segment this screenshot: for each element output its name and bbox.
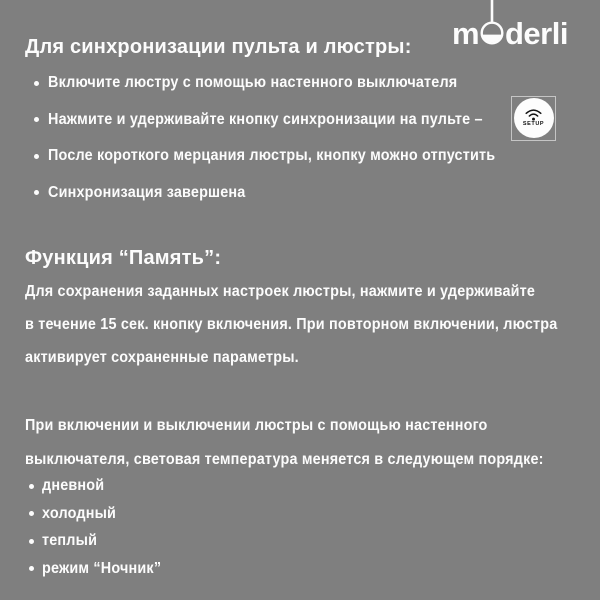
list-item <box>25 111 585 129</box>
paragraph-line <box>25 443 585 477</box>
paragraph-line <box>25 308 585 341</box>
paragraph-text: выключателя, световая температура меняется в следующем порядке: <box>25 451 544 468</box>
sync-heading: Для синхронизации пульта и люстры: <box>25 36 412 58</box>
bullet-text: Нажмите и удерживайте кнопку синхронизации на пульте – <box>48 110 483 128</box>
list-item <box>25 477 585 495</box>
list-item <box>25 532 585 550</box>
list-item <box>25 184 585 202</box>
paragraph-text: активирует сохраненные параметры. <box>25 349 299 366</box>
bullet-text: теплый <box>42 532 98 549</box>
paragraph-line <box>25 409 585 443</box>
wifi-icon <box>524 108 543 121</box>
setup-button-illustration <box>511 96 556 141</box>
paragraph-text: Для сохранения заданных настроек люстры, нажмите и удерживайте <box>25 283 536 300</box>
logo-text-prefix: m <box>452 16 480 51</box>
setup-button-label: SETUP <box>522 121 545 128</box>
paragraph-line <box>25 341 585 374</box>
list-item <box>25 505 585 523</box>
paragraph-text: При включении и выключении люстры с помощью настенного <box>25 417 488 434</box>
memory-heading: Функция “Память”: <box>25 247 222 269</box>
sync-section <box>25 37 585 220</box>
sync-bullet-list <box>25 74 585 202</box>
list-item <box>25 147 585 165</box>
bullet-text: режим “Ночник” <box>42 559 162 577</box>
bullet-text: Включите люстру с помощью настенного выключателя <box>48 74 458 91</box>
bullet-text: Синхронизация завершена <box>48 183 246 201</box>
memory-section <box>25 246 585 374</box>
bullet-text: дневной <box>42 477 105 494</box>
paragraph-text: в течение 15 сек. кнопку включения. При повторном включении, люстра <box>25 316 558 333</box>
list-item <box>25 74 585 92</box>
setup-button-circle <box>514 98 554 138</box>
temperature-section <box>25 409 585 587</box>
bullet-text: После короткого мерцания люстры, кнопку можно отпустить <box>48 147 496 164</box>
bullet-text: холодный <box>42 504 117 522</box>
list-item <box>25 560 585 578</box>
temperature-bullet-list <box>25 477 585 578</box>
paragraph-line <box>25 275 585 308</box>
logo-text-suffix: derli <box>505 16 568 51</box>
memory-paragraph <box>25 275 585 374</box>
temperature-paragraph <box>25 409 585 477</box>
